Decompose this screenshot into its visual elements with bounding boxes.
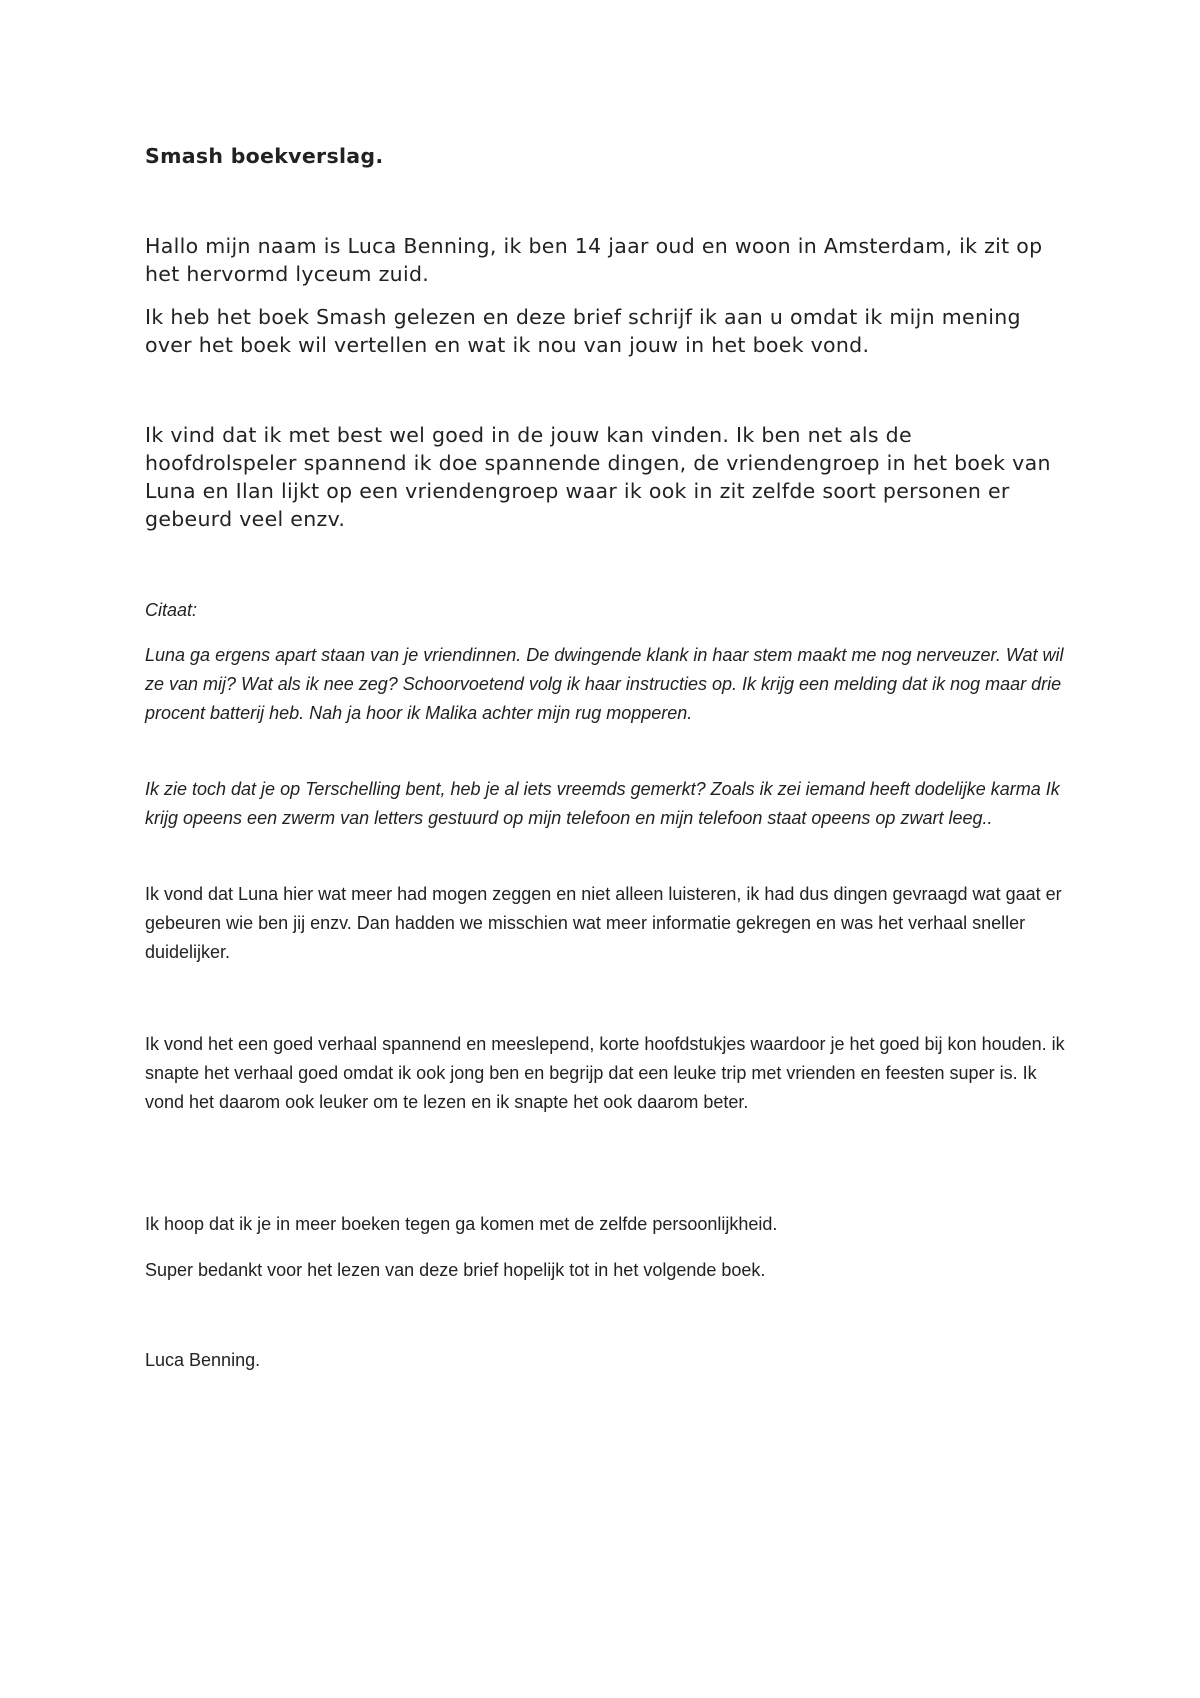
body-paragraph: Ik hoop dat ik je in meer boeken tegen ga komen met de zelfde persoonlijkheid. <box>145 1214 778 1234</box>
body-paragraph: Ik vond dat Luna hier wat meer had mogen zeggen en niet alleen luisteren, ik had dus dingen gevraagd wat gaat er gebeuren wie ben jij enzv. Dan hadden we misschien wat meer informatie gekregen en was het verhaal sneller duidelijker. <box>145 884 1062 962</box>
signature: Luca Benning. <box>145 1350 261 1370</box>
document-title: Smash boekverslag. <box>145 144 384 168</box>
intro-paragraph: Ik vind dat ik met best wel goed in de jouw kan vinden. Ik ben net als de hoofdrolspeler spannend ik doe spannende dingen, de vriendengroep in het boek van Luna en Ilan lijkt op een vriendengroep waar ik ook in zit zelfde soort personen er gebeurd veel enzv. <box>145 423 1051 531</box>
quote-label: Citaat: <box>145 600 198 620</box>
body-paragraph: Ik vond het een goed verhaal spannend en meeslepend, korte hoofdstukjes waardoor je het goed bij kon houden. ik snapte het verhaal goed omdat ik ook jong ben en begrijp dat een leuke trip met vrienden en feesten super is. Ik vond het daarom ook leuker om te lezen en ik snapte het ook daarom beter. <box>145 1034 1065 1112</box>
intro-paragraph: Ik heb het boek Smash gelezen en deze brief schrijf ik aan u omdat ik mijn mening over het boek wil vertellen en wat ik nou van jouw in het boek vond. <box>145 305 1021 357</box>
intro-paragraph: Hallo mijn naam is Luca Benning, ik ben 14 jaar oud en woon in Amsterdam, ik zit op het hervormd lyceum zuid. <box>145 234 1043 286</box>
body-paragraph: Super bedankt voor het lezen van deze brief hopelijk tot in het volgende boek. <box>145 1260 766 1280</box>
quote-paragraph: Ik zie toch dat je op Terschelling bent, heb je al iets vreemds gemerkt? Zoals ik zei iemand heeft dodelijke karma Ik krijg opeens een zwerm van letters gestuurd op mijn telefoon en mijn telefoon staat opeens op zwart leeg.. <box>145 779 1060 828</box>
quote-paragraph: Luna ga ergens apart staan van je vriendinnen. De dwingende klank in haar stem maakt me nog nerveuzer. Wat wil ze van mij? Wat als ik nee zeg? Schoorvoetend volg ik haar instructies op. Ik krijg een melding dat ik nog maar drie procent batterij heb. Nah ja hoor ik Malika achter mijn rug mopperen. <box>145 645 1064 723</box>
